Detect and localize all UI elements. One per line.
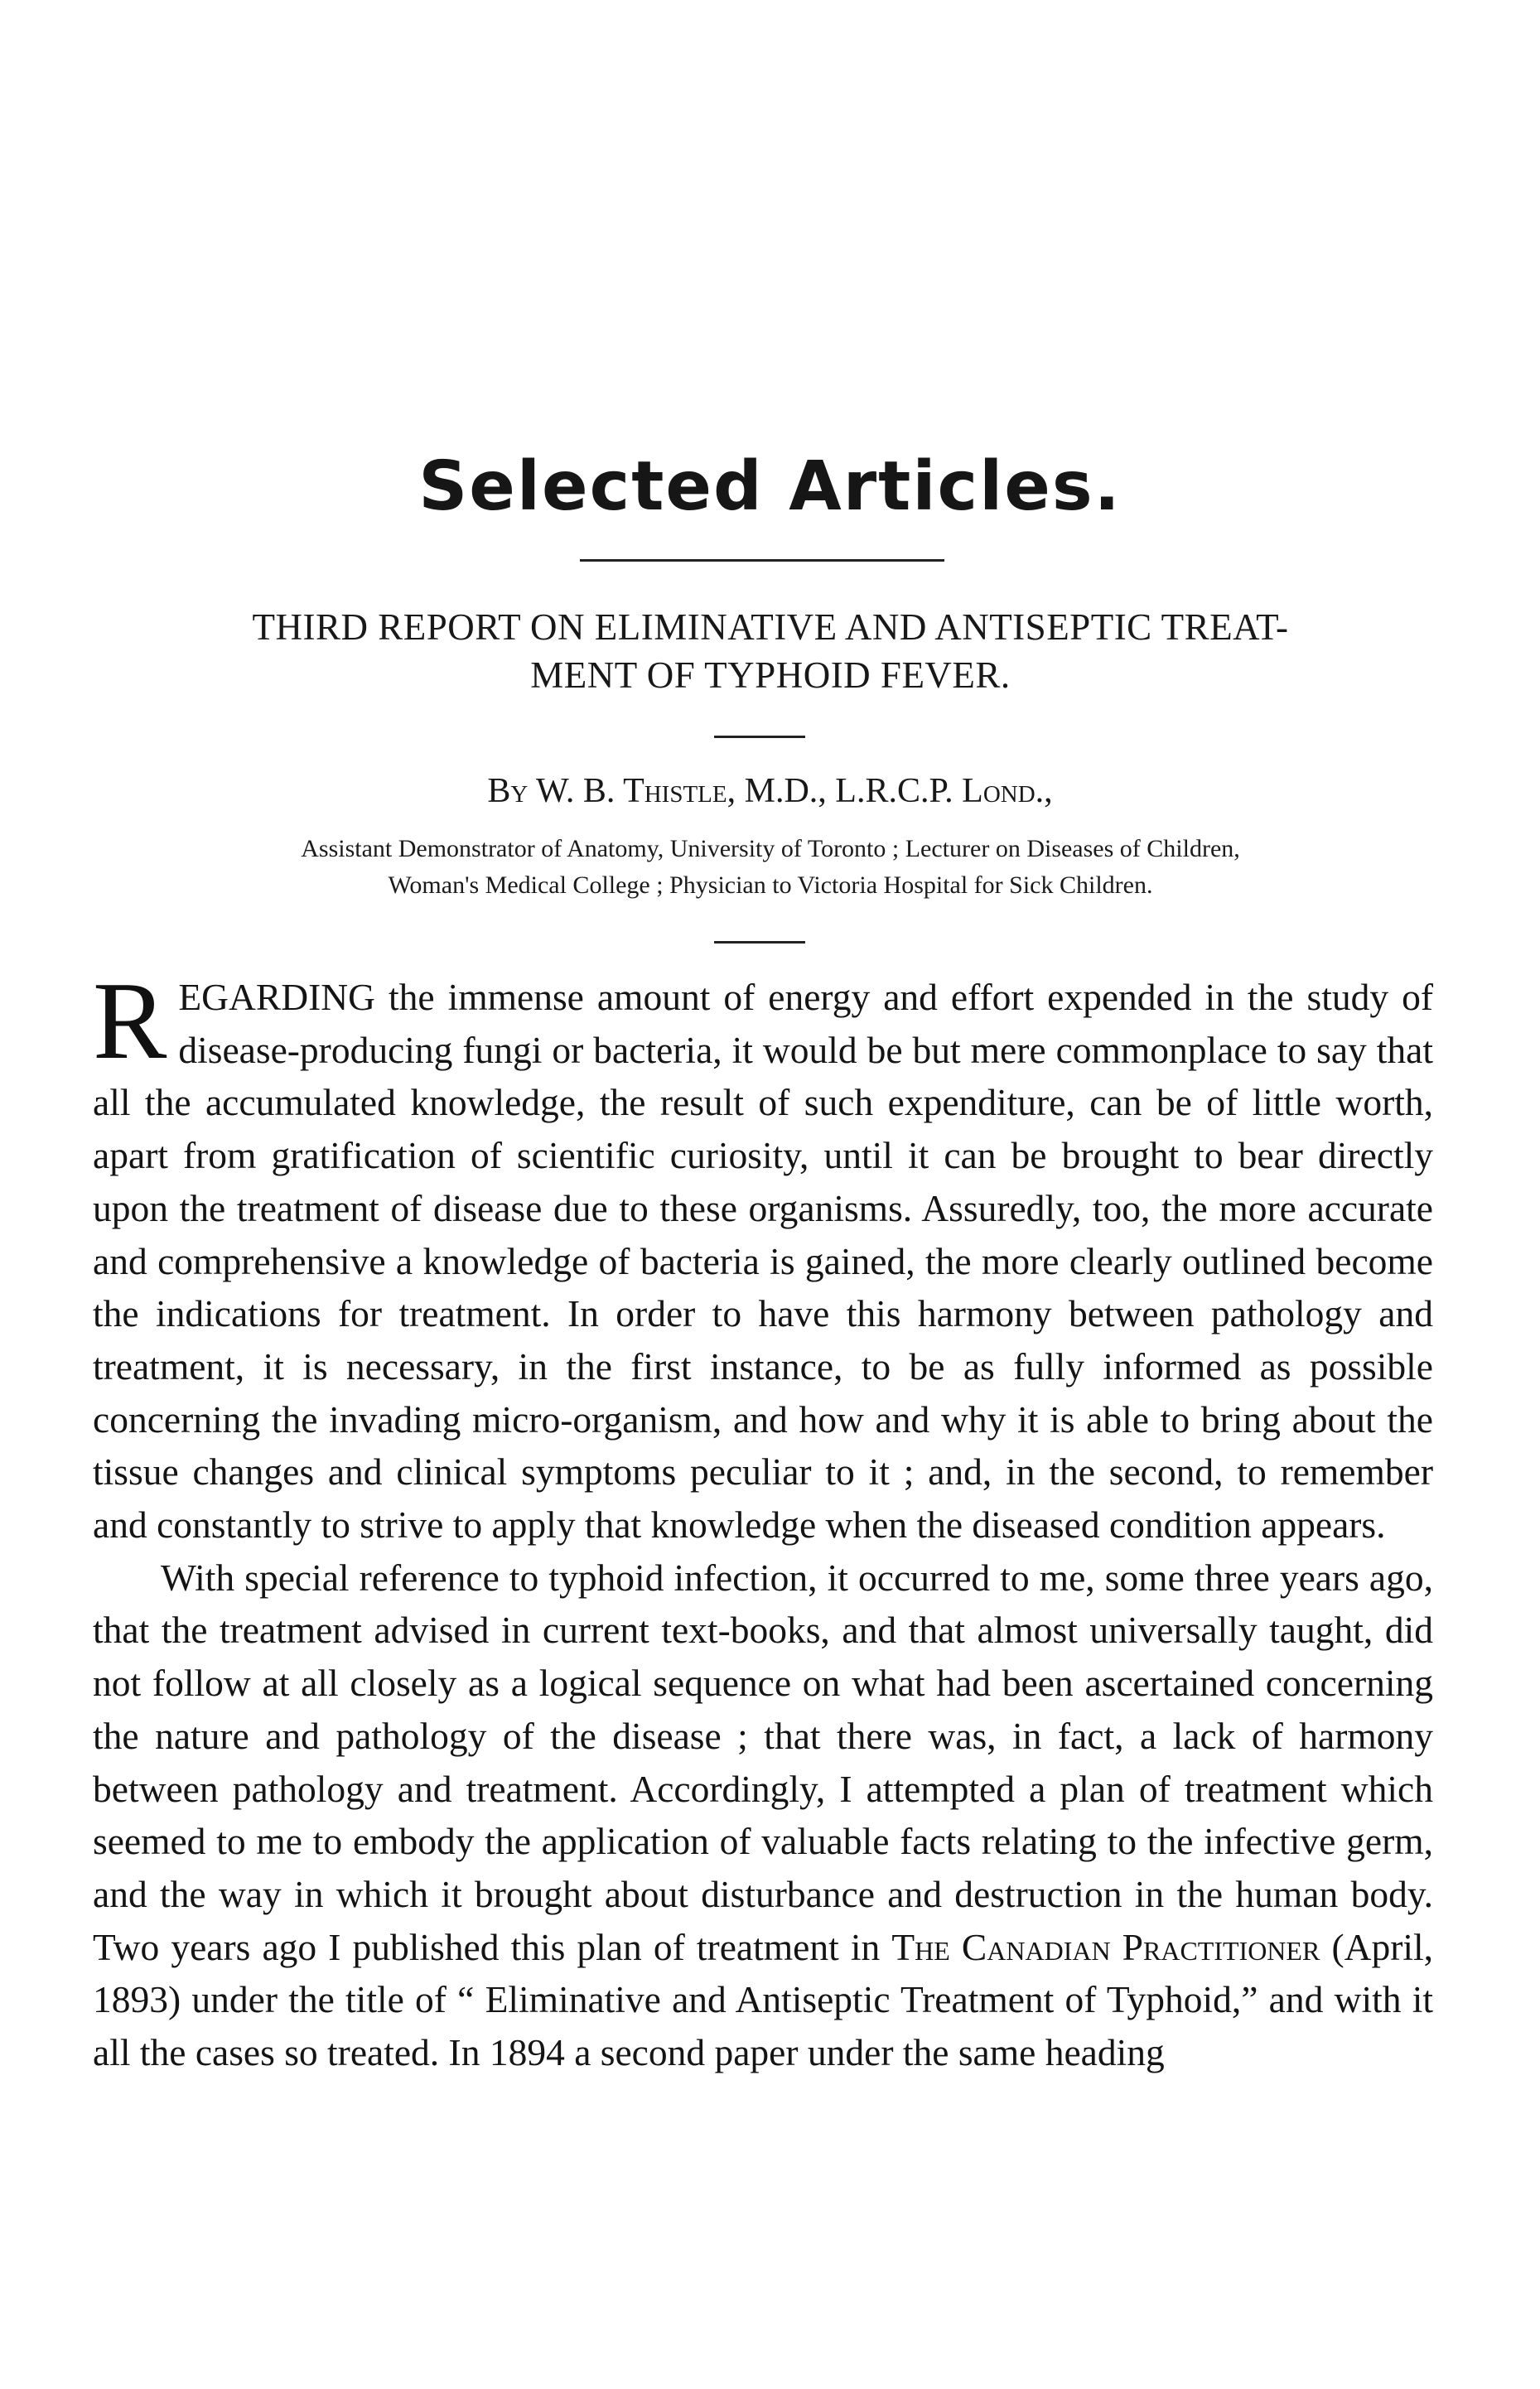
journal-name: The Canadian Practitioner [891, 1925, 1320, 1968]
affiliation-line-1: Assistant Demonstrator of Anatomy, University of Toronto ; Lecturer on Diseases of Children, [301, 835, 1240, 862]
article-title-line-1: THIRD REPORT ON ELIMINATIVE AND ANTISEPTIC TREAT- [252, 606, 1289, 648]
paragraph-2-text-a: With special reference to typhoid infection, it occurred to me, some three years ago, that the treatment advised in current text-books, and that almost universally taught, did not follow at all closely as a logical sequence on what had been ascertained concerning the nature and pathology of the disease ; that there was, in fact, a lack of harmony between pathology and treatment. Accordingly, I attempted a plan of treatment which seemed to me to embody the application of valuable facts relating to the infective germ, and the way in which it brought about disturbance and destruction in the human body. Two years ago I published this plan of treatment in [93, 1556, 1433, 1968]
section-heading: Selected Articles. [418, 447, 1122, 526]
heading-divider [580, 559, 944, 562]
paragraph-1-text: EGARDING the immense amount of energy and effort expended in the study of disease-producing fungi or bacteria, it would be but mere commonplace to say that all the accumulated knowledge, the result of such expenditure, can be of little worth, apart from gratification of scientific curiosity, until it can be brought to bear directly upon the treatment of disease due to these organisms. Assuredly, too, the more accurate and comprehensive a knowledge of bacteria is gained, the more clearly outlined become the indications for treatment. In order to have this harmony between pathology and treatment, it is necessary, in the first instance, to be as fully informed as possible concerning the invading micro-organism, and how and why it is able to bring about the tissue changes and clinical symptoms peculiar to it ; and, in the second, to remember and constantly to strive to apply that knowledge when the diseased condition appears. [93, 976, 1433, 1547]
paragraph-1 [93, 959, 1433, 1552]
title-divider [714, 736, 805, 738]
drop-cap: R [93, 959, 167, 1082]
article-title [83, 603, 1458, 699]
article-title-line-2: MENT OF TYPHOID FEVER. [530, 654, 1011, 696]
author-byline: By W. B. Thistle, M.D., L.R.C.P. Lond., [487, 772, 1053, 810]
article-body [93, 959, 1434, 2079]
byline-divider [714, 941, 805, 944]
affiliation-line-2: Woman's Medical College ; Physician to Victoria Hospital for Sick Children. [388, 871, 1153, 899]
paragraph-2 [93, 1552, 1433, 2079]
paragraph-2-text-b: (April, 1893) under the title of “ Eliminative and Antiseptic Treatment of Typhoid,” and with it all the cases so treated. In 1894 a second paper under the same heading [93, 1925, 1434, 2074]
author-affiliation [99, 831, 1441, 904]
